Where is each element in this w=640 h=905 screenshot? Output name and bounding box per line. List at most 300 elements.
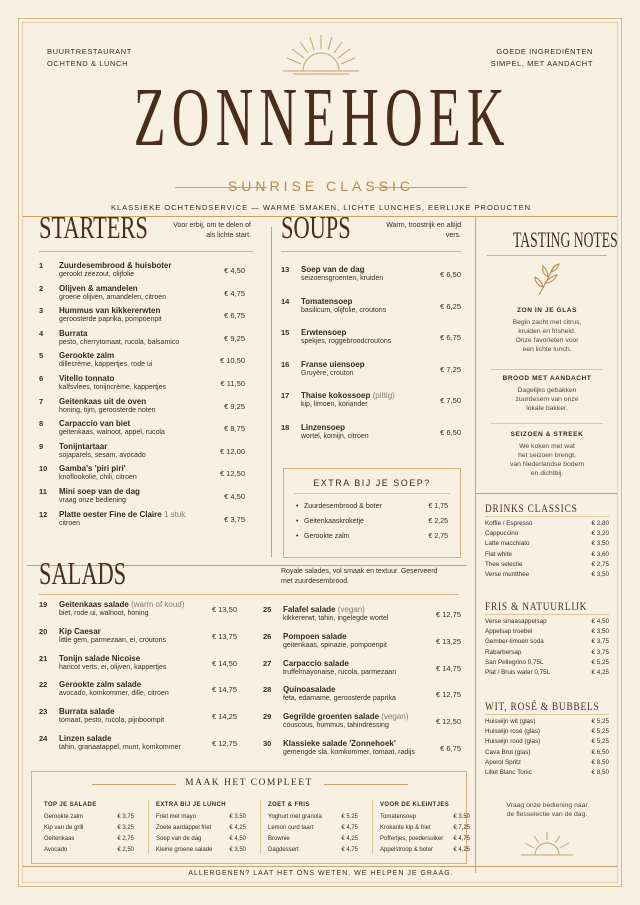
- combo-item-name: Soep van de dag: [156, 836, 202, 842]
- item-description: gerookt zeezout, olijfolie: [59, 271, 135, 278]
- item-price: € 6,75: [440, 333, 461, 343]
- combo-item-price: € 4,25: [229, 825, 246, 831]
- item-description: kip, limoen, koriander: [301, 401, 368, 409]
- drink-name: Cava Brut (glas): [485, 748, 531, 756]
- combo-item-name: Avocado: [44, 847, 68, 853]
- item-number: 5: [39, 351, 44, 361]
- starters-rule: [39, 251, 253, 252]
- combo-item-price: € 4,75: [341, 847, 358, 853]
- combo-heading: EXTRA BIJ JE LUNCH: [156, 802, 226, 808]
- combo-row: [268, 814, 358, 824]
- combo-row: [380, 836, 470, 846]
- item-name: [59, 397, 146, 406]
- drink-price: € 3,50: [591, 571, 609, 578]
- column-divider: [271, 227, 272, 557]
- wine-note: [481, 801, 613, 819]
- item-price: € 13,50: [211, 605, 237, 614]
- combo-item-price: € 3,50: [453, 814, 470, 820]
- drink-name: Appelsap troebel: [485, 628, 533, 636]
- item-name: [283, 659, 349, 668]
- item-name: [59, 261, 171, 270]
- drink-row: [485, 649, 609, 659]
- tasting-line: Dagelijks gebakken: [517, 387, 577, 394]
- item-name-text: Olijven & amandelen: [59, 283, 138, 293]
- item-number: 15: [281, 328, 290, 338]
- item-description: citroen: [59, 519, 81, 527]
- drink-name: Huiswijn wit (glas): [485, 718, 536, 725]
- item-price: € 12,75: [211, 739, 237, 748]
- drink-price: € 6,50: [591, 748, 609, 756]
- salads-title: SALADS: [39, 555, 127, 591]
- tasting-line: van Nederlandse bodem: [509, 461, 585, 468]
- item-name: [283, 685, 335, 694]
- item-name: [59, 351, 114, 360]
- tasting-title-text: TASTING NOTES: [513, 227, 618, 252]
- item-price: € 10,50: [219, 356, 245, 366]
- extra-price: € 2,25: [428, 518, 448, 525]
- item-description: groene olijven, amandelen, citroen: [59, 293, 167, 301]
- drink-name: Plat / Bruis water 0,75L: [485, 669, 551, 676]
- combo-item-price: € 2,75: [117, 836, 134, 842]
- item-number: 11: [39, 487, 47, 496]
- item-name: [301, 297, 352, 306]
- item-extra: (warm of koud): [131, 600, 185, 609]
- item-description: vraag onze bediening: [59, 497, 126, 504]
- column-divider: [475, 217, 476, 873]
- item-name: [301, 328, 346, 337]
- drink-price: € 5,25: [591, 718, 609, 725]
- item-name: [59, 654, 140, 663]
- combo-row: [268, 847, 358, 857]
- drinks-heading: [485, 501, 617, 516]
- menu-item: [39, 680, 237, 707]
- drinks-heading: [485, 599, 617, 614]
- item-description: sojaparels, sesam, avocado: [59, 451, 146, 459]
- drinks-rule: [485, 614, 609, 615]
- item-price: € 14,25: [211, 712, 237, 722]
- item-name-text: Tomatensoep: [301, 296, 353, 306]
- drink-name: Huiswijn rood (glas): [485, 738, 541, 746]
- drink-row: [485, 540, 609, 550]
- combo-heading: TOP JE SALADE: [44, 802, 97, 808]
- drink-name: Rabarbersap: [485, 648, 522, 656]
- drink-name: Verse muntthee: [485, 571, 530, 578]
- item-name: [59, 510, 185, 519]
- combo-row: [156, 814, 246, 824]
- menu-item: [263, 632, 461, 659]
- drink-row: [485, 618, 609, 628]
- combo-item-price: € 3,50: [229, 814, 246, 820]
- drinks-heading-text: FRIS & NATUURLIJK: [485, 599, 588, 613]
- combo-row: [44, 847, 134, 857]
- drink-name: Flat white: [485, 550, 512, 558]
- tasting-line: en dichtbij.: [530, 470, 564, 477]
- item-name-text: Platte oester Fine de Claire: [59, 509, 162, 519]
- combo-item-price: € 2,50: [117, 847, 134, 853]
- item-description: tomaat, pesto, rucola, pijnboompit: [59, 717, 165, 725]
- drink-name: Cappuccino: [485, 530, 519, 538]
- item-name: [59, 284, 138, 293]
- soups-rule: [281, 251, 461, 252]
- combo-item-price: € 4,50: [229, 836, 246, 842]
- drink-price: € 3,75: [591, 648, 609, 656]
- item-price: € 12,75: [435, 610, 461, 619]
- item-name-text: Quinoasalade: [283, 685, 336, 695]
- item-number: 13: [281, 265, 290, 274]
- salads-rule: [39, 594, 459, 595]
- item-price: € 6,50: [440, 270, 461, 279]
- item-description: geroosterde paprika, pompoenpit: [59, 316, 162, 324]
- item-number: 26: [263, 631, 272, 641]
- item-price: € 9,25: [224, 333, 245, 343]
- drink-name: Aperol Spritz: [485, 758, 522, 766]
- combo-heading: ZOET & FRIS: [268, 802, 310, 808]
- extra-price: € 2,75: [428, 533, 448, 540]
- item-price: € 11,50: [220, 379, 245, 388]
- item-number: 18: [281, 423, 290, 432]
- drink-row: [485, 561, 609, 571]
- combo-row: [156, 847, 246, 857]
- item-name: [59, 487, 140, 496]
- combo-item-price: € 3,25: [117, 825, 134, 831]
- drinks-rule: [485, 516, 609, 517]
- combo-item-name: Lemon curd taart: [268, 825, 314, 831]
- item-price: € 12,50: [435, 717, 461, 727]
- item-name-text: Linzensoep: [301, 423, 346, 432]
- combo-heading: VOOR DE KLEINTJES: [380, 802, 450, 808]
- drink-name: Koffie / Espresso: [485, 520, 533, 527]
- item-description: couscous, hummus, tahindressing: [283, 722, 389, 730]
- tagline-line: OCHTEND & LUNCH: [47, 59, 129, 68]
- item-name-text: Hummus van kikkererwten: [59, 306, 161, 316]
- drink-row: [485, 718, 609, 728]
- item-description: seizoensgroenten, kruiden: [301, 275, 384, 282]
- combo-item-price: € 4,75: [453, 836, 470, 842]
- item-price: € 8,75: [224, 424, 245, 434]
- footer-divider: [23, 866, 617, 867]
- menu-item: [39, 600, 237, 627]
- item-description: Gruyère, crouton: [301, 369, 354, 377]
- item-name-text: Vitello tonnato: [59, 374, 115, 383]
- menu-item: [39, 654, 237, 681]
- tasting-line: Onze favorieten voor: [515, 337, 579, 344]
- tasting-line: het seizoen brengt,: [518, 452, 576, 459]
- extra-name: Gerookte zalm: [304, 533, 350, 540]
- soup-extras-title: EXTRA BIJ JE SOEP?: [313, 478, 431, 488]
- item-name-text: Franse uiensoep: [301, 359, 365, 369]
- item-price: € 14,50: [211, 658, 237, 668]
- item-price: € 6,50: [440, 428, 461, 437]
- drink-row: [485, 638, 609, 648]
- item-name: [283, 605, 365, 614]
- strapline: KLASSIEKE OCHTENDSERVICE — WARME SMAKEN, LICHTE LUNCHES, EERLIJKE PRODUCTEN: [110, 203, 532, 212]
- item-name: [301, 391, 395, 400]
- item-number: 21: [39, 653, 48, 663]
- item-description: wortel, komijn, citroen: [301, 433, 369, 440]
- combo-item-name: Dagdessert: [268, 847, 299, 853]
- combo-row: [380, 814, 470, 824]
- item-price: € 7,25: [440, 364, 461, 374]
- item-name-text: Burrata: [59, 328, 88, 338]
- item-name-text: Gerookte zalm: [59, 351, 115, 361]
- left-tagline: [47, 46, 132, 70]
- item-number: 29: [263, 712, 272, 722]
- tasting-block-rule: [491, 369, 603, 370]
- menu-item: [263, 712, 461, 739]
- combo-row: [156, 836, 246, 846]
- item-name-text: Pompoen salade: [283, 631, 347, 641]
- item-description: haricot verts, ei, olijven, kappertjes: [59, 663, 167, 671]
- item-price: € 4,75: [224, 288, 245, 298]
- bullet: •: [296, 518, 299, 525]
- right-tagline: [491, 46, 593, 70]
- combo-item-price: € 5,25: [341, 814, 358, 820]
- item-number: 2: [39, 283, 44, 293]
- menu-item: [263, 659, 461, 686]
- item-number: 10: [39, 464, 48, 474]
- item-price: € 7,50: [440, 396, 461, 406]
- drink-price: € 4,50: [591, 618, 609, 625]
- item-name-text: Tonijn salade Nicoise: [59, 653, 141, 663]
- item-name-text: Erwtensoep: [301, 328, 347, 338]
- combo-item-price: € 4,25: [341, 836, 358, 842]
- soups-note: Warm, troostrijk en altijd vers.: [386, 222, 461, 239]
- combo-item-name: Poffertjes, poedersuiker: [380, 836, 444, 842]
- tasting-heading: BROOD MET AANDACHT: [502, 375, 592, 382]
- drink-price: € 3,50: [591, 540, 609, 548]
- item-description: kikkererwt, tahin, ingelegde wortel: [283, 615, 389, 622]
- item-name-text: Carpaccio van biet: [59, 419, 131, 429]
- menu-item: [39, 397, 245, 420]
- item-name-text: Linzen salade: [59, 734, 112, 743]
- item-number: 3: [39, 306, 44, 316]
- drink-name: San Pellegrino 0,75L: [485, 658, 544, 666]
- menu-item: [39, 627, 237, 654]
- drink-price: € 5,25: [591, 728, 609, 736]
- combo-item-name: Yoghurt met granola: [268, 814, 322, 820]
- combo-item-price: € 4,75: [341, 825, 358, 831]
- menu-item: [39, 510, 245, 533]
- tasting-title: [481, 227, 618, 253]
- combo-row: [44, 825, 134, 835]
- item-price: € 12,00: [219, 446, 245, 456]
- drinks-heading-text: DRINKS CLASSICS: [485, 501, 578, 515]
- drinks-rule: [485, 714, 609, 715]
- menu-item: [263, 605, 461, 632]
- combo-item-name: Kleine groene salade: [156, 847, 213, 853]
- tasting-heading: ZON IN JE GLAS: [516, 307, 578, 314]
- item-description: gemengde sla, komkommer, tomaat, radijs: [283, 749, 415, 756]
- item-description: knoflookolie, chili, citroen: [59, 474, 137, 482]
- drink-price: € 3,60: [591, 550, 609, 558]
- item-name-text: Soep van de dag: [301, 265, 365, 274]
- item-name: [283, 739, 396, 748]
- drink-row: [485, 759, 609, 769]
- menu-item: [39, 261, 245, 284]
- soup-extras-rule: [294, 493, 450, 494]
- combo-item-name: Appelstroop & boter: [380, 847, 434, 853]
- item-description: spekjes, roggebroodcroutons: [301, 338, 392, 346]
- tasting-line: Begin zacht met citrus,: [512, 319, 582, 326]
- drink-row: [485, 749, 609, 759]
- drink-row: [485, 728, 609, 738]
- tasting-line: lokale bakker.: [526, 405, 568, 412]
- item-name: [283, 632, 347, 641]
- item-name-text: Falafel salade: [283, 605, 336, 614]
- item-name: [59, 306, 160, 315]
- item-description: avocado, komkommer, dille, citroen: [59, 690, 169, 698]
- item-number: 27: [263, 658, 272, 668]
- menu-item: [281, 265, 461, 297]
- item-extra: 1 stuk: [163, 509, 186, 519]
- tasting-line: We koken met wat: [519, 443, 575, 450]
- item-extra: (pittig): [372, 391, 395, 401]
- item-number: 22: [39, 680, 48, 690]
- salads-note: Royale salades, vol smaak en textuur. Geserveerd met zuurdesembrood.: [281, 568, 438, 585]
- item-name: [59, 680, 141, 689]
- item-price: € 13,75: [211, 631, 237, 641]
- item-price: € 4,50: [224, 492, 245, 501]
- tasting-line: zuurdesem van onze: [515, 396, 579, 403]
- combo-row: [380, 847, 470, 857]
- item-number: 8: [39, 419, 44, 429]
- combo-item-name: Geitenkaas: [44, 836, 75, 842]
- item-number: 7: [39, 396, 44, 406]
- combo-item-price: € 7,25: [453, 825, 470, 831]
- item-price: € 6,25: [440, 301, 461, 311]
- item-description: tahin, granaatappel, munt, komkommer: [59, 744, 181, 751]
- item-name-text: Klassieke salade 'Zonnehoek': [283, 739, 396, 748]
- item-name: [59, 600, 184, 609]
- item-extra: (vegan): [381, 712, 409, 722]
- combo-row: [268, 825, 358, 835]
- drink-name: Latte macchiato: [485, 540, 530, 548]
- item-price: € 13,25: [435, 636, 461, 646]
- combo-col-divider: [260, 800, 261, 854]
- tasting-line: kruiden en frisheid.: [518, 328, 576, 335]
- sunrise-small-icon: [519, 831, 575, 859]
- drink-row: [485, 530, 609, 540]
- item-name-text: Mini soep van de dag: [59, 487, 140, 496]
- item-number: 6: [39, 374, 44, 383]
- tagline-line: BUURTRESTAURANT: [47, 47, 132, 56]
- combo-row: [380, 825, 470, 835]
- combo-row: [44, 814, 134, 824]
- extra-name: Zuurdesembrood & boter: [304, 503, 382, 510]
- item-description: feta, edamame, geroosterde paprika: [283, 695, 396, 703]
- item-name: [59, 329, 87, 338]
- menu-item: [39, 442, 245, 465]
- item-name: [59, 464, 126, 473]
- item-price: € 14,75: [211, 685, 237, 695]
- drink-row: [485, 551, 609, 561]
- extra-name: Geitenkaaskroketje: [304, 518, 364, 525]
- menu-page: [18, 18, 622, 887]
- item-number: 19: [39, 600, 48, 609]
- item-description: honing, tijm, geroosterde noten: [59, 406, 156, 414]
- menu-item: [263, 739, 461, 766]
- wine-note-line: Vraag onze bediening naar: [506, 802, 588, 809]
- drink-row: [485, 738, 609, 748]
- item-name-text: Gamba's 'piri piri': [59, 464, 126, 474]
- menu-item: [39, 734, 237, 761]
- combo-title: MAAK HET COMPLEET: [185, 778, 313, 788]
- item-name: [59, 419, 130, 428]
- item-price: € 6,75: [440, 744, 461, 753]
- combo-item-name: Kip van de grill: [44, 825, 84, 831]
- combo-item-price: € 3,50: [229, 847, 246, 853]
- starters-title: STARTERS: [39, 209, 148, 245]
- leaf-sprig-icon: [531, 261, 563, 297]
- combo-col-divider: [148, 800, 149, 854]
- menu-item: [39, 306, 245, 329]
- combo-row: [44, 836, 134, 846]
- item-number: 17: [281, 391, 290, 401]
- drink-name: Lillet Blanc Tonic: [485, 769, 532, 776]
- item-price: € 14,75: [435, 663, 461, 673]
- menu-item: [39, 374, 245, 397]
- combo-col-divider: [372, 800, 373, 854]
- sidebar: [481, 219, 618, 871]
- item-extra: (vegan): [337, 605, 365, 614]
- item-price: € 6,75: [224, 311, 245, 321]
- menu-item: [263, 685, 461, 712]
- drink-name: Gember-limoen soda: [485, 638, 544, 646]
- menu-item: [39, 487, 245, 510]
- menu-item: [39, 284, 245, 307]
- menu-item: [281, 328, 461, 360]
- drink-price: € 4,25: [591, 669, 609, 676]
- combo-item-name: Tomatensoep: [380, 814, 417, 820]
- item-number: 14: [281, 296, 290, 306]
- item-description: biet, rode ui, walnoot, honing: [59, 610, 149, 617]
- item-name: [301, 360, 365, 369]
- item-name: [283, 712, 408, 721]
- item-number: 25: [263, 605, 272, 614]
- sunrise-icon: [281, 33, 361, 75]
- combo-item-name: Krokante kip & friet: [380, 825, 431, 831]
- drink-price: € 3,50: [591, 628, 609, 636]
- combo-item-name: Brownie: [268, 836, 290, 842]
- drink-row: [485, 769, 609, 779]
- drinks-heading-text: WIT, ROSÉ & BUBBELS: [485, 699, 600, 713]
- tasting-heading: SEIZOEN & STREEK: [510, 431, 584, 438]
- item-name-text: Carpaccio salade: [283, 658, 349, 668]
- item-number: 24: [39, 734, 48, 743]
- item-number: 12: [39, 509, 48, 519]
- tasting-text: [481, 318, 613, 354]
- menu-item: [39, 419, 245, 442]
- drink-price: € 5,25: [591, 738, 609, 746]
- wine-note-line: de flesselectie van de dag.: [506, 811, 588, 818]
- item-name: [59, 707, 115, 716]
- item-name: [59, 734, 111, 743]
- item-number: 9: [39, 441, 44, 451]
- item-name-text: Geitenkaas uit de oven: [59, 396, 147, 406]
- item-name-text: Tonijntartaar: [59, 441, 108, 451]
- bullet: •: [296, 533, 299, 540]
- item-description: kalfsvlees, tonijncrème, kappertjes: [59, 384, 166, 391]
- item-price: € 12,75: [435, 690, 461, 700]
- extra-price: € 1,75: [428, 503, 448, 510]
- tasting-block-rule: [491, 423, 603, 424]
- item-name: [59, 374, 114, 383]
- drink-row: [485, 628, 609, 638]
- tasting-text: [481, 442, 613, 478]
- item-description: little gem, parmezaan, ei, croutons: [59, 636, 166, 644]
- bullet: •: [296, 503, 299, 510]
- item-number: 30: [263, 739, 272, 748]
